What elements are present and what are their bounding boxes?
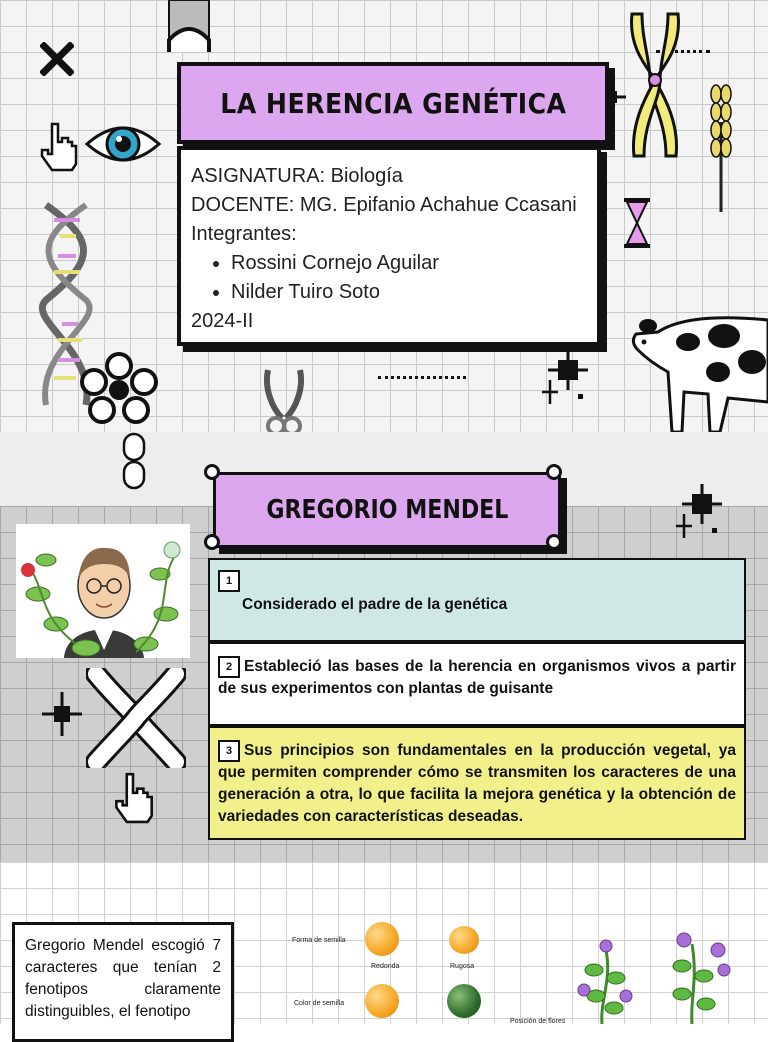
characters-text: Gregorio Mendel escogió 7 caracteres que tenían 2 fenotipos claramente distinguibles, el fenotipo — [25, 937, 221, 1020]
fact-card-1 — [208, 558, 746, 642]
members-list — [191, 249, 587, 307]
mendel-portrait-image — [16, 524, 190, 658]
flower-position-label: Posición de flores — [510, 1018, 566, 1025]
fact-card-3 — [208, 726, 746, 840]
fact-number: 2 — [218, 656, 240, 678]
pointer-hand-icon — [112, 770, 154, 824]
mendel-title-banner — [213, 472, 561, 548]
period-line: 2024-II — [191, 310, 254, 332]
hourglass-icon — [622, 196, 652, 250]
corner-dot — [204, 464, 220, 480]
subject-line: ASIGNATURA: Biología — [191, 165, 403, 187]
section-title: GREGORIO MENDEL — [265, 495, 509, 525]
member-item: • Nilder Tuiro Soto — [231, 278, 587, 307]
wheat-icon — [708, 82, 734, 214]
dotted-line-1 — [378, 376, 466, 379]
fact-text: Considerado el padre de la genética — [242, 596, 508, 613]
flower-icon — [78, 352, 160, 426]
corner-dot — [204, 534, 220, 550]
pea-plant-icon — [572, 930, 768, 1024]
yellow-seed-icon — [365, 984, 399, 1018]
corner-dot — [546, 464, 562, 480]
course-info-card — [177, 146, 601, 346]
eye-icon — [84, 118, 162, 170]
arch-decoration — [165, 0, 213, 56]
green-seed-icon — [447, 984, 481, 1018]
cow-icon — [628, 302, 768, 432]
fact-text: Sus principios son fundamentales en la producción vegetal, ya que permiten comprender cómo se transmiten los caracteres de una generación a otra, lo que facilita la mejora genética y la obtención de variedades con características deseadas. — [218, 742, 736, 825]
round-seed-icon — [365, 922, 399, 956]
scissors-icon — [262, 368, 306, 432]
fact-number: 1 — [218, 570, 240, 592]
corner-dot — [546, 534, 562, 550]
fact-number: 3 — [218, 740, 240, 762]
seed-shape-label: Forma de semilla — [292, 937, 346, 944]
title-banner — [177, 62, 609, 144]
wrinkled-seed-icon — [449, 926, 479, 954]
fact-text: Estableció las bases de la herencia en organismos vivos a partir de sus experimentos con plantas de guisante — [218, 658, 736, 697]
seed-round-label: Redonda — [371, 963, 400, 970]
seed-wrinkled-label: Rugosa — [450, 963, 475, 970]
sparkle-icon — [674, 484, 724, 540]
chromosome-icon — [620, 10, 690, 160]
teacher-line: DOCENTE: MG. Epifanio Achahue Ccasani — [191, 194, 577, 216]
page-title: LA HERENCIA GENÉTICA — [219, 86, 567, 120]
fact-card-2 — [208, 642, 746, 726]
characters-text-card — [12, 922, 234, 1042]
sparkle-icon — [540, 350, 590, 406]
pointer-hand-icon — [38, 120, 78, 172]
chain-link-icon — [120, 432, 148, 492]
close-icon — [40, 42, 74, 76]
header-section — [0, 0, 768, 432]
seed-color-label: Color de semilla — [294, 1000, 345, 1007]
members-label: Integrantes: — [191, 223, 297, 245]
member-item: • Rossini Cornejo Aguilar — [231, 249, 587, 278]
sparkle-icon — [40, 690, 84, 738]
chromosome-icon — [86, 668, 186, 768]
